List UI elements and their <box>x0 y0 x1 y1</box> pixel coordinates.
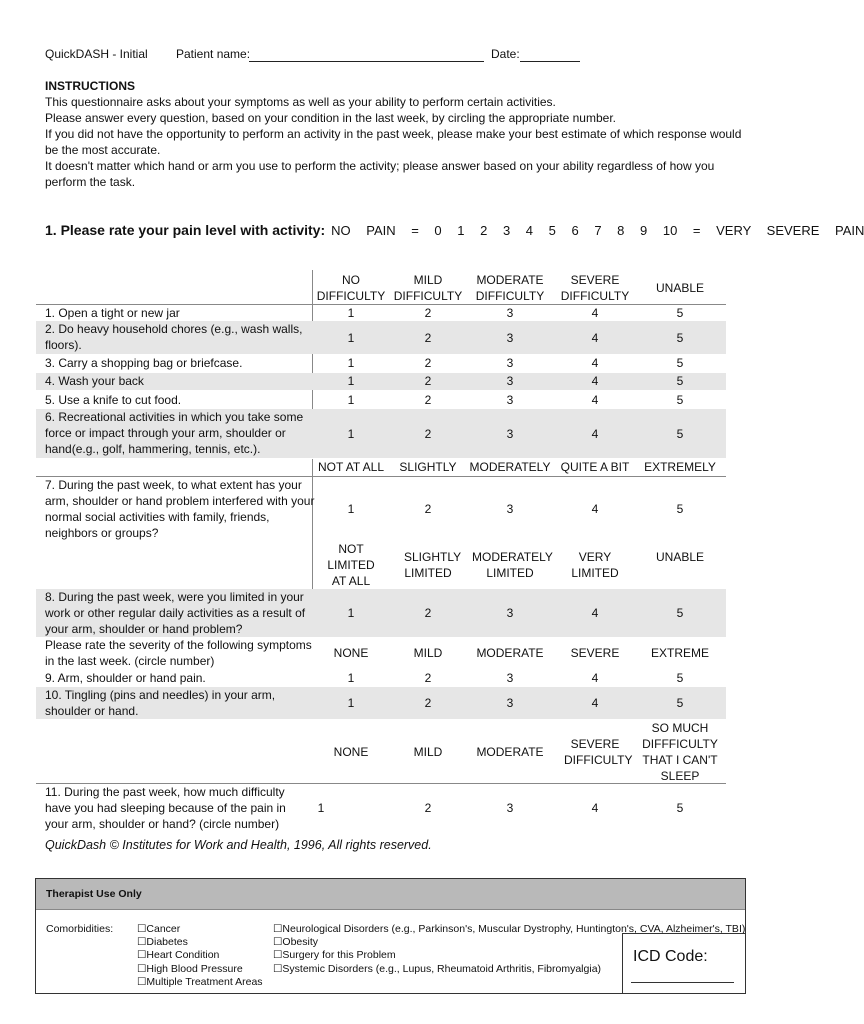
question-row-7 <box>36 477 726 541</box>
header-cell: MODERATELY LIMITED <box>472 550 553 580</box>
question-row-10 <box>36 687 726 719</box>
header-cell: EXTREMELY <box>644 460 716 474</box>
question-text: 8. During the past week, were you limited in your work or other regular daily activities as a result of your arm, shoulder or hand problem? <box>45 590 306 636</box>
score-3[interactable]: 3 <box>506 374 514 388</box>
score-1[interactable]: 1 <box>347 331 355 345</box>
score-2[interactable]: 2 <box>424 374 432 388</box>
checkbox-cancer[interactable]: ☐Cancer <box>137 923 181 935</box>
score-4[interactable]: 4 <box>591 427 599 441</box>
score-5[interactable]: 5 <box>676 356 684 370</box>
header-cell: MILD <box>413 646 443 660</box>
question-text: 5. Use a knife to cut food. <box>45 393 182 407</box>
checkbox-neurological-disorders[interactable]: ☐Neurological Disorders (e.g., Parkinson's, Muscular Dystrophy, Huntington's, CVA, Alzheimer's, TBI) <box>273 923 746 935</box>
header-cell: NONE <box>333 646 369 660</box>
score-3[interactable]: 3 <box>506 502 514 516</box>
instruction-line: Please answer every question, based on your condition in the last week, by circling the appropriate number. <box>45 111 616 125</box>
score-4[interactable]: 4 <box>591 374 599 388</box>
header-cell: QUITE A BIT <box>560 460 630 474</box>
pain-question <box>45 222 864 238</box>
score-4[interactable]: 4 <box>591 331 599 345</box>
score-5[interactable]: 5 <box>676 374 684 388</box>
header-cell: UNABLE <box>655 550 705 564</box>
score-3[interactable]: 3 <box>506 331 514 345</box>
therapist-header-bar <box>36 879 745 910</box>
score-4[interactable]: 4 <box>591 306 599 320</box>
question-text: 2. Do heavy household chores (e.g., wash walls, floors). <box>45 322 303 352</box>
header-cell: NOT AT ALL <box>317 460 385 474</box>
score-2[interactable]: 2 <box>424 502 432 516</box>
score-4[interactable]: 4 <box>591 356 599 370</box>
score-3[interactable]: 3 <box>506 427 514 441</box>
score-4[interactable]: 4 <box>591 393 599 407</box>
score-3[interactable]: 3 <box>506 801 514 815</box>
severity-header-row <box>36 637 726 669</box>
header-cell: MILD DIFFICULTY <box>393 273 463 303</box>
instruction-line: It doesn't matter which hand or arm you use to perform the activity; please answer based on your ability regardless of how you perform the task. <box>45 159 715 189</box>
header-cell: EXTREME <box>650 646 709 660</box>
score-5[interactable]: 5 <box>676 331 684 345</box>
question-text: 1. Open a tight or new jar <box>45 306 180 320</box>
score-2[interactable]: 2 <box>424 356 432 370</box>
icd-code-box <box>622 933 745 993</box>
question-text: 9. Arm, shoulder or hand pain. <box>45 671 206 685</box>
score-3[interactable]: 3 <box>506 696 514 710</box>
score-2[interactable]: 2 <box>424 427 432 441</box>
header-cell: MODERATE <box>476 745 544 759</box>
question-row-3 <box>36 355 726 372</box>
difficulty-header-row <box>36 272 726 304</box>
score-5[interactable]: 5 <box>676 502 684 516</box>
question-row-11 <box>36 784 726 832</box>
header-cell: NOT LIMITED AT ALL <box>327 542 375 588</box>
therapist-title: Therapist Use Only <box>46 888 142 900</box>
score-2[interactable]: 2 <box>424 696 432 710</box>
score-1[interactable]: 1 <box>317 801 325 815</box>
date-field[interactable] <box>520 49 580 67</box>
instructions-heading: INSTRUCTIONS <box>45 79 135 93</box>
severity-instructions: Please rate the severity of the following symptoms in the last week. (circle number) <box>45 638 312 668</box>
question-text: 3. Carry a shopping bag or briefcase. <box>45 356 243 370</box>
score-3[interactable]: 3 <box>506 393 514 407</box>
checkbox-surgery[interactable]: ☐Surgery for this Problem <box>273 949 396 961</box>
instruction-line: If you did not have the opportunity to perform an activity in the past week, please make your best estimate of which response would be the most accurate. <box>45 127 742 157</box>
score-2[interactable]: 2 <box>424 671 432 685</box>
checkbox-diabetes[interactable]: ☐Diabetes <box>137 936 188 948</box>
header-cell: SEVERE DIFFICULTY <box>560 273 630 303</box>
therapist-use-box <box>35 878 746 994</box>
score-1[interactable]: 1 <box>347 671 355 685</box>
instructions <box>45 78 745 190</box>
score-1[interactable]: 1 <box>347 306 355 320</box>
date-label: Date: <box>491 47 520 61</box>
question-text: 11. During the past week, how much difficulty have you had sleeping because of the pain in your arm, shoulder or hand? (circle number) <box>45 785 286 831</box>
score-1[interactable]: 1 <box>347 393 355 407</box>
checkbox-high-blood-pressure[interactable]: ☐High Blood Pressure <box>137 963 243 975</box>
score-4[interactable]: 4 <box>591 801 599 815</box>
checkbox-heart-condition[interactable]: ☐Heart Condition <box>137 949 220 961</box>
score-1[interactable]: 1 <box>347 696 355 710</box>
score-5[interactable]: 5 <box>676 427 684 441</box>
header-cell: SEVERE DIFFICULTY <box>564 737 633 767</box>
header-cell: NONE <box>333 745 369 759</box>
score-4[interactable]: 4 <box>591 671 599 685</box>
score-1[interactable]: 1 <box>347 374 355 388</box>
limitation-header-row <box>36 541 726 589</box>
header-cell: MILD <box>413 745 443 759</box>
header-cell: MODERATELY <box>469 460 551 474</box>
question-text: 4. Wash your back <box>45 374 144 388</box>
header-cell: UNABLE <box>655 281 705 295</box>
score-1[interactable]: 1 <box>347 356 355 370</box>
question-row-4 <box>36 373 726 390</box>
form-title: QuickDASH - Initial <box>45 47 148 61</box>
question-text: 10. Tingling (pins and needles) in your arm, shoulder or hand. <box>45 688 276 718</box>
score-5[interactable]: 5 <box>676 671 684 685</box>
header-cell: VERY LIMITED <box>571 550 619 580</box>
header-cell: SEVERE <box>570 646 620 660</box>
score-3[interactable]: 3 <box>506 306 514 320</box>
question-text: 6. Recreational activities in which you take some force or impact through your arm, shoulder or hand(e.g., golf, hammering, tennis, etc.). <box>45 410 304 456</box>
question-row-2 <box>36 321 726 354</box>
header-cell: MODERATE DIFFICULTY <box>475 273 545 303</box>
score-2[interactable]: 2 <box>424 801 432 815</box>
comorbidities-label: Comorbidities: <box>46 923 114 935</box>
header-cell: SLIGHTLY LIMITED <box>404 550 462 580</box>
checkbox-multiple-treatment-areas[interactable]: ☐Multiple Treatment Areas <box>137 976 263 988</box>
score-2[interactable]: 2 <box>424 606 432 620</box>
header-cell: MODERATE <box>476 646 544 660</box>
score-2[interactable]: 2 <box>424 331 432 345</box>
score-5[interactable]: 5 <box>676 606 684 620</box>
score-5[interactable]: 5 <box>676 393 684 407</box>
score-1[interactable]: 1 <box>347 502 355 516</box>
header-cell: SO MUCH DIFFFICULTY THAT I CAN'T SLEEP <box>642 721 718 783</box>
score-2[interactable]: 2 <box>424 393 432 407</box>
score-1[interactable]: 1 <box>347 427 355 441</box>
pain-scale[interactable]: NO PAIN = 0 1 2 3 4 5 6 7 8 9 10 = VERY SEVERE PAIN <box>331 223 864 238</box>
interference-header-row <box>36 459 726 476</box>
patient-name-field[interactable] <box>249 49 484 67</box>
patient-name-label: Patient name: <box>176 47 251 61</box>
sleep-header-row <box>36 720 726 784</box>
score-1[interactable]: 1 <box>347 606 355 620</box>
instruction-line: This questionnaire asks about your symptoms as well as your ability to perform certain activities. <box>45 95 556 109</box>
icd-code-label: ICD Code: <box>633 948 708 965</box>
score-3[interactable]: 3 <box>506 606 514 620</box>
copyright-notice: QuickDash © Institutes for Work and Health, 1996, All rights reserved. <box>45 838 432 852</box>
score-4[interactable]: 4 <box>591 502 599 516</box>
question-row-5 <box>36 392 726 409</box>
question-row-9 <box>36 670 726 687</box>
question-row-6 <box>36 409 726 458</box>
pain-question-text: 1. Please rate your pain level with activity: <box>45 222 326 238</box>
checkbox-systemic-disorders[interactable]: ☐Systemic Disorders (e.g., Lupus, Rheumatoid Arthritis, Fibromyalgia) <box>273 963 602 975</box>
score-3[interactable]: 3 <box>506 671 514 685</box>
score-4[interactable]: 4 <box>591 606 599 620</box>
score-5[interactable]: 5 <box>676 306 684 320</box>
score-5[interactable]: 5 <box>676 801 684 815</box>
score-2[interactable]: 2 <box>424 306 432 320</box>
checkbox-obesity[interactable]: ☐Obesity <box>273 936 319 948</box>
icd-code-field[interactable] <box>631 982 734 983</box>
header-cell: SLIGHTLY <box>399 460 457 474</box>
header-cell: NO DIFFICULTY <box>316 273 386 303</box>
question-row-8 <box>36 589 726 637</box>
score-4[interactable]: 4 <box>591 696 599 710</box>
question-row-1 <box>36 305 726 321</box>
question-text: 7. During the past week, to what extent has your arm, shoulder or hand problem interfered with your normal social activities with family, friends, neighbors or groups? <box>45 478 315 540</box>
score-3[interactable]: 3 <box>506 356 514 370</box>
score-5[interactable]: 5 <box>676 696 684 710</box>
